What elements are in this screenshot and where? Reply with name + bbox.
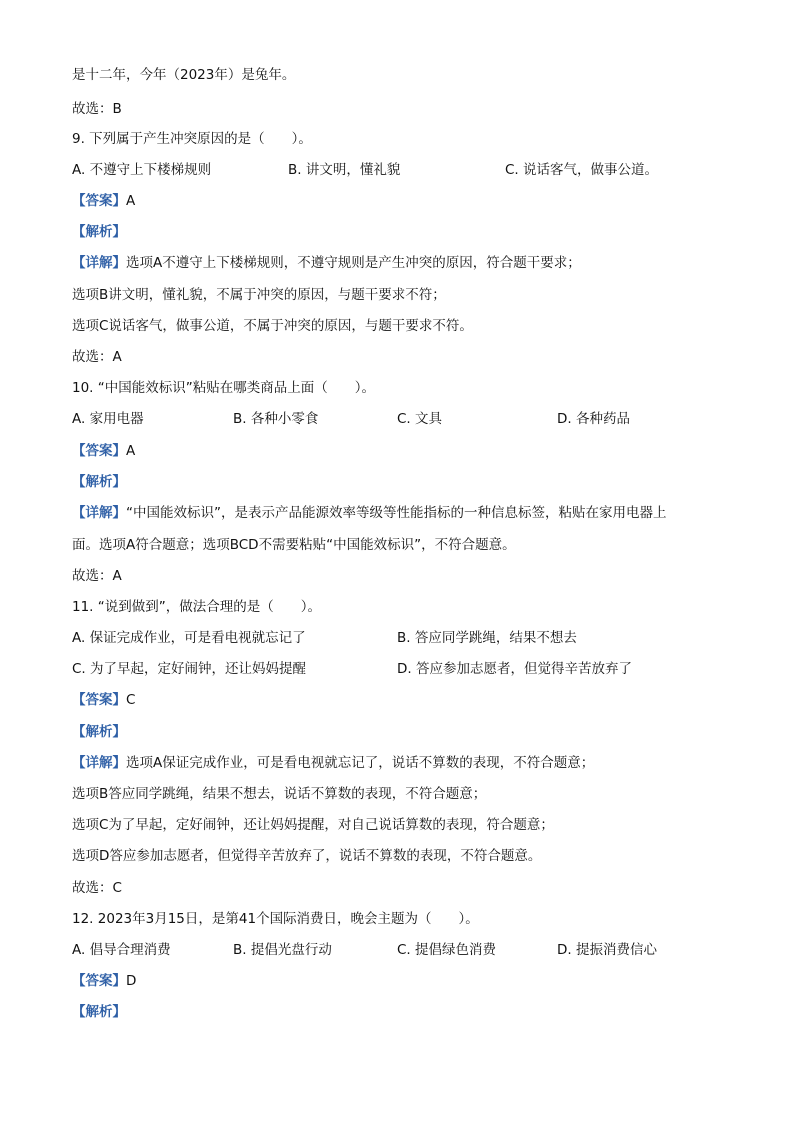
text-line: 是十二年，今年（2023年）是兔年。 bbox=[72, 67, 296, 83]
q12-option-c: C. 提倡绿色消费 bbox=[397, 942, 497, 958]
q9-option-a: A. 不遵守上下楼梯规则 bbox=[72, 162, 212, 178]
q10-option-a: A. 家用电器 bbox=[72, 411, 144, 427]
detail-text: 选项A保证完成作业，可是看电视就忘记了，说话不算数的表现，不符合题意； bbox=[126, 755, 595, 771]
q10-option-c: C. 文具 bbox=[397, 411, 443, 427]
choose-line: 故选：B bbox=[72, 101, 122, 117]
q11-detail-1 bbox=[72, 754, 594, 772]
q9-option-b: B. 讲文明，懂礼貌 bbox=[288, 162, 401, 178]
q12-option-d: D. 提振消费信心 bbox=[557, 942, 657, 958]
q9-choose: 故选：A bbox=[72, 349, 122, 365]
q10-detail-1 bbox=[72, 504, 667, 522]
q11-option-d: D. 答应参加志愿者，但觉得辛苦放弃了 bbox=[397, 661, 632, 677]
q12-analysis bbox=[72, 1003, 126, 1021]
q11-option-b: B. 答应同学跳绳，结果不想去 bbox=[397, 630, 577, 646]
answer-value: D bbox=[126, 973, 137, 989]
q9-detail-1 bbox=[72, 254, 581, 272]
q11-detail-3: 选项C为了早起，定好闹钟，还让妈妈提醒，对自己说话算数的表现，符合题意； bbox=[72, 817, 554, 833]
q10-detail-2: 面。选项A符合题意；选项BCD不需要粘贴“中国能效标识”，不符合题意。 bbox=[72, 537, 516, 553]
q11-answer bbox=[72, 691, 135, 709]
detail-text: “中国能效标识”，是表示产品能源效率等级等性能指标的一种信息标签，粘贴在家用电器上 bbox=[126, 505, 667, 521]
detail-label: 【详解】 bbox=[72, 505, 126, 521]
q9-answer bbox=[72, 192, 135, 210]
q12-option-b: B. 提倡光盘行动 bbox=[233, 942, 332, 958]
q11-choose: 故选：C bbox=[72, 880, 122, 896]
answer-label: 【答案】 bbox=[72, 193, 126, 209]
q10-choose: 故选：A bbox=[72, 568, 122, 584]
q11-option-a: A. 保证完成作业，可是看电视就忘记了 bbox=[72, 630, 306, 646]
q9-detail-2: 选项B讲文明，懂礼貌，不属于冲突的原因，与题干要求不符； bbox=[72, 287, 446, 303]
q10-answer bbox=[72, 442, 135, 460]
question-9: 9. 下列属于产生冲突原因的是（ ）。 bbox=[72, 131, 312, 147]
detail-label: 【详解】 bbox=[72, 255, 126, 271]
q12-answer bbox=[72, 972, 136, 990]
q9-option-c: C. 说话客气，做事公道。 bbox=[505, 162, 659, 178]
analysis-label: 【解析】 bbox=[72, 724, 126, 740]
detail-label: 【详解】 bbox=[72, 755, 126, 771]
answer-value: A bbox=[126, 443, 136, 459]
q10-analysis bbox=[72, 473, 126, 491]
question-12: 12. 2023年3月15日，是第41个国际消费日，晚会主题为（ ）。 bbox=[72, 911, 479, 927]
answer-value: A bbox=[126, 193, 136, 209]
q11-analysis bbox=[72, 723, 126, 741]
analysis-label: 【解析】 bbox=[72, 224, 126, 240]
answer-label: 【答案】 bbox=[72, 692, 126, 708]
analysis-label: 【解析】 bbox=[72, 1004, 126, 1020]
q12-option-a: A. 倡导合理消费 bbox=[72, 942, 171, 958]
answer-label: 【答案】 bbox=[72, 443, 126, 459]
q11-detail-4: 选项D答应参加志愿者，但觉得辛苦放弃了，说话不算数的表现，不符合题意。 bbox=[72, 848, 542, 864]
question-10: 10. “中国能效标识”粘贴在哪类商品上面（ ）。 bbox=[72, 380, 375, 396]
q9-detail-3: 选项C说话客气，做事公道，不属于冲突的原因，与题干要求不符。 bbox=[72, 318, 473, 334]
q11-detail-2: 选项B答应同学跳绳，结果不想去，说话不算数的表现，不符合题意； bbox=[72, 786, 487, 802]
q11-option-c: C. 为了早起，定好闹钟，还让妈妈提醒 bbox=[72, 661, 307, 677]
q9-analysis bbox=[72, 223, 126, 241]
answer-value: C bbox=[126, 692, 136, 708]
question-11: 11. “说到做到”，做法合理的是（ ）。 bbox=[72, 599, 321, 615]
detail-text: 选项A不遵守上下楼梯规则，不遵守规则是产生冲突的原因，符合题干要求； bbox=[126, 255, 581, 271]
analysis-label: 【解析】 bbox=[72, 474, 126, 490]
answer-label: 【答案】 bbox=[72, 973, 126, 989]
q10-option-b: B. 各种小零食 bbox=[233, 411, 319, 427]
q10-option-d: D. 各种药品 bbox=[557, 411, 630, 427]
